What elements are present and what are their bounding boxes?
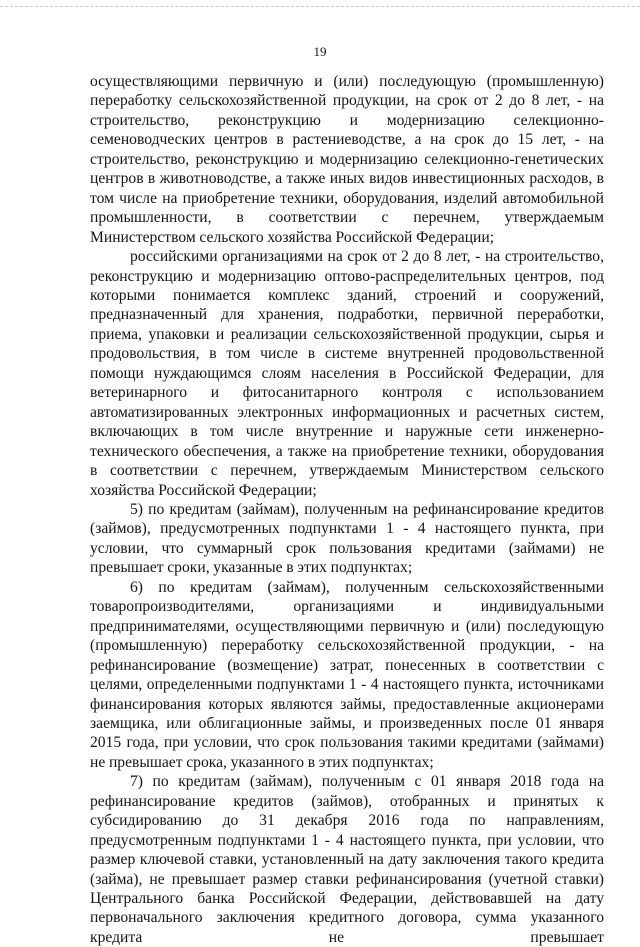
paragraph-wholesale-centers: российскими организациями на срок от 2 до 8 лет, - на строительство, реконструкцию и модернизацию оптово-распределительных центров, под которыми понимается комплекс зданий, строений и сооружений, предназначенный для хранения, подработки, первичной переработки, приема, упаковки и реализации сельскохозяйственной продукции, сырья и продовольствия, в том числе в системе внутренней продовольственной помощи нуждающимся слоям населения в Российской Федерации, для ветеринарного и фитосанитарного контроля с использованием автоматизированных электронных информационных и расчетных систем, включающих в том числе внутренние и наружные сети инженерно-технического обеспечения, а также на приобретение техники, оборудования в соответствии с перечнем, утверждаемым Министерством сельского хозяйства Российской Федерации; xyxy=(90,248,604,499)
page-number: 19 xyxy=(313,44,327,59)
paragraph-item-5: 5) по кредитам (займам), полученным на рефинансирование кредитов (займов), предусмотренных подпунктами 1 - 4 настоящего пункта, при условии, что суммарный срок пользования кредитами (займами) не превышает сроки, указанные в этих подпунктах; xyxy=(90,500,604,577)
document-body xyxy=(90,72,604,947)
paragraph-continuation: осуществляющими первичную и (или) последующую (промышленную) переработку сельскохозяйственной продукции, на срок от 2 до 8 лет, - на строительство, реконструкцию и модернизацию селекционно-семеноводческих центров в растениеводстве, а на срок до 15 лет, - на строительство, реконструкцию и модернизацию селекционно-генетических центров в животноводстве, а также иных видов инвестиционных расходов, в том числе на приобретение техники, оборудования, изделий автомобильной промышленности, в соответствии с перечнем, утверждаемым Министерством сельского хозяйства Российской Федерации; xyxy=(90,73,604,246)
paragraph-item-7: 7) по кредитам (займам), полученным с 01 января 2018 года на рефинансирование кредитов (займов), отобранных и принятых к субсидированию до 31 декабря 2016 года по направлениям, предусмотренным подпунктами 1 - 4 настоящего пункта, при условии, что размер ключевой ставки, установленный на дату заключения такого кредита (займа), не превышает размер ставки рефинансирования (учетной ставки) Центрального банка Российской Федерации, действовавшей на дату первоначального заключения кредитного договора, сумма указанного кредита не превышает xyxy=(90,773,604,946)
scan-top-edge xyxy=(0,6,640,7)
paragraph-item-6: 6) по кредитам (займам), полученным сельскохозяйственными товаропроизводителями, организациями и индивидуальными предпринимателями, осуществляющими первичную и (или) последующую (промышленную) переработку сельскохозяйственной продукции, - на рефинансирование (возмещение) затрат, понесенных в соответствии с целями, определенными подпунктами 1 - 4 настоящего пункта, источниками финансирования которых являются займы, предоставленные акционерами заемщика, или облигационные займы, и произведенных после 01 января 2015 года, при условии, что срок пользования такими кредитами (займами) не превышает срока, указанного в этих подпунктах; xyxy=(90,578,604,771)
